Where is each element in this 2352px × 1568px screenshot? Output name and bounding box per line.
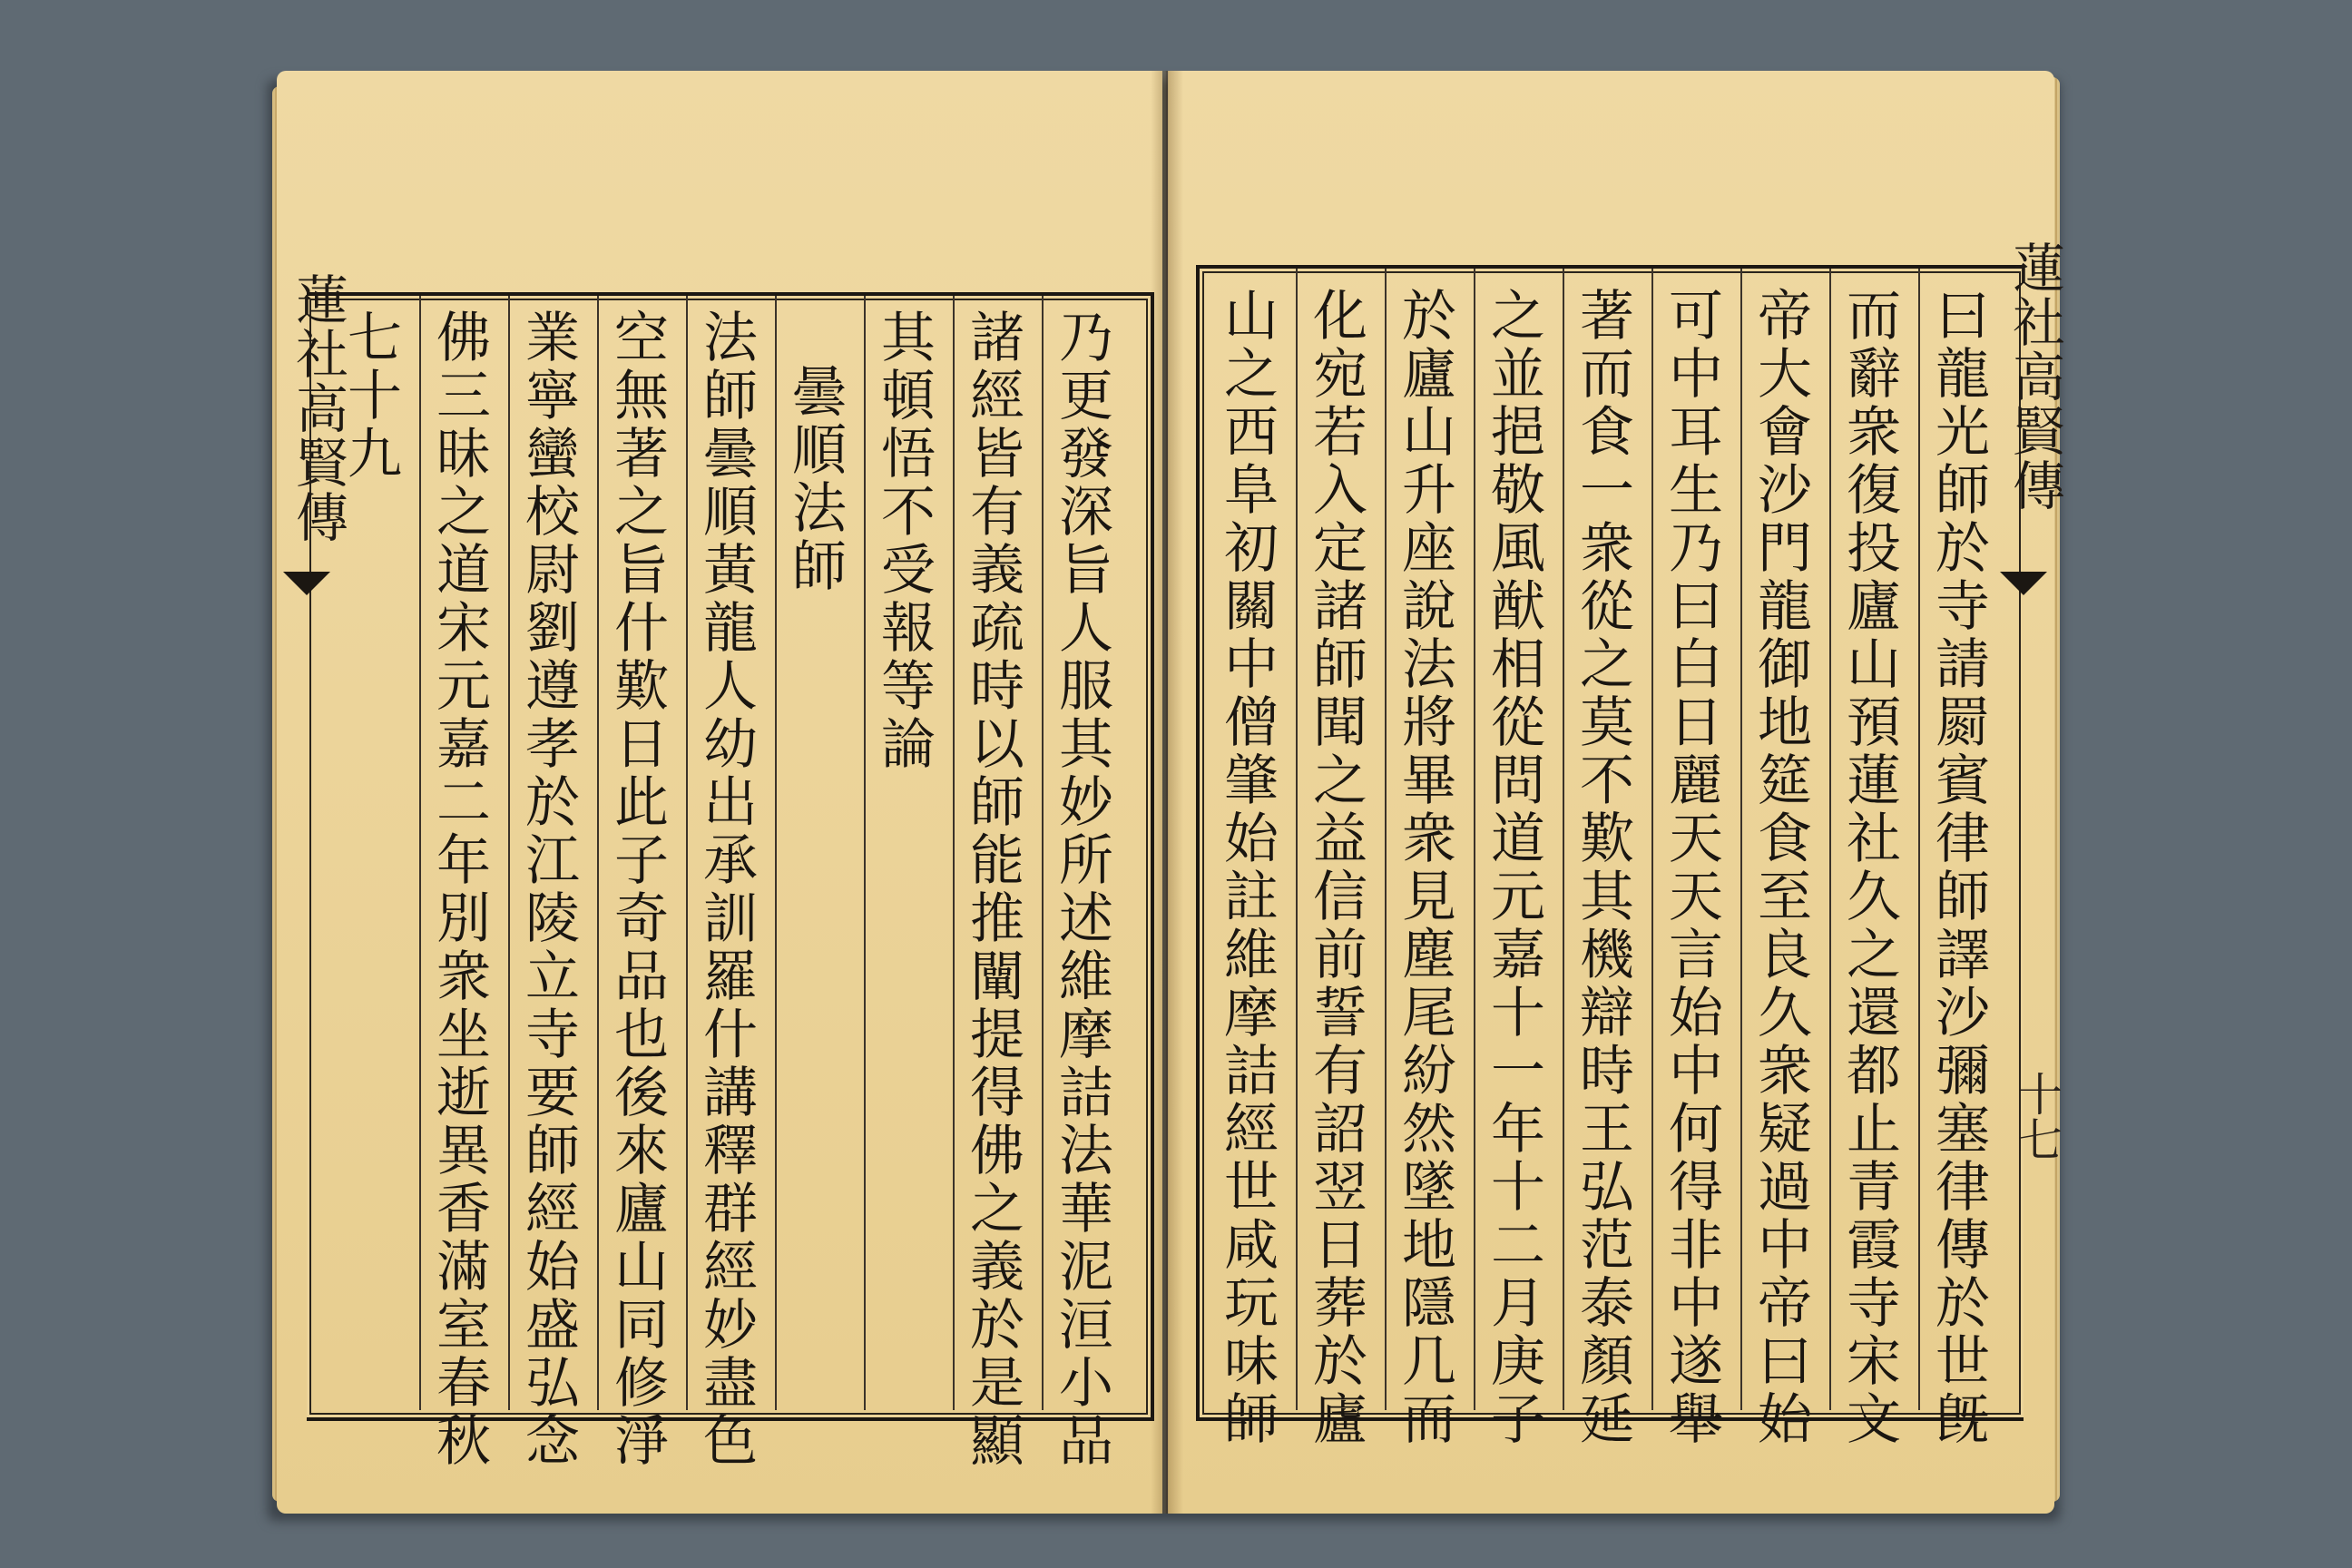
left-column-3: 其頓悟不受報等論: [872, 309, 936, 773]
right-rule-2: [1829, 269, 1831, 1410]
left-rule-5: [686, 296, 688, 1410]
left-column-9: 七十九: [338, 309, 402, 483]
right-column-2: 而辭衆復投廬山預蓮社久之還都止青霞寺宋文: [1838, 287, 1901, 1448]
left-column-7: 業寧蠻校尉劉遵孝於江陵立寺要師經始盛弘念: [516, 309, 580, 1470]
left-column-8: 佛三昧之道宋元嘉二年別衆坐逝異香滿室春秋: [427, 309, 491, 1470]
right-column-1: 曰龍光師於寺請罽賓律師譯沙彌塞律傳於世旣: [1926, 287, 1990, 1448]
left-column-6: 空無著之旨什歎日此子奇品也後來廬山同修淨: [605, 309, 669, 1470]
left-rule-8: [419, 296, 421, 1410]
left-rule-3: [864, 296, 866, 1410]
right-column-7: 於廬山升座說法將畢衆見塵尾紛然墜地隱几而: [1393, 287, 1456, 1448]
right-rule-5: [1563, 269, 1564, 1410]
right-column-5: 著而食一衆從之莫不歎其機辯時王弘范泰顏延: [1571, 287, 1634, 1448]
right-column-6: 之並挹敬風猷相從問道元嘉十一年十二月庚子: [1482, 287, 1545, 1448]
left-column-2: 諸經皆有義疏時以師能推闡提得佛之義於是顯: [961, 309, 1024, 1470]
right-column-8: 化宛若入定諸師聞之益信前誓有詔翌日葬於廬: [1304, 287, 1367, 1448]
left-rule-6: [597, 296, 599, 1410]
left-rule-2: [953, 296, 955, 1410]
right-rule-6: [1474, 269, 1475, 1410]
right-rule-1: [1918, 269, 1920, 1410]
right-rule-4: [1651, 269, 1653, 1410]
left-margin-title: 蓮社高賢傳: [287, 272, 348, 544]
right-column-9: 山之西阜初關中僧肇始註維摩詰經世咸玩味師: [1215, 287, 1279, 1448]
right-rule-8: [1296, 269, 1298, 1410]
right-rule-7: [1385, 269, 1387, 1410]
left-column-1: 乃更發深旨人服其妙所述維摩詰法華泥洹小品: [1050, 309, 1113, 1470]
right-column-3: 帝大會沙門龍御地筵食至良久衆疑過中帝曰始: [1749, 287, 1812, 1448]
left-fishtail-mark: [283, 572, 330, 595]
left-column-5: 法師曇順黃龍人幼出承訓羅什講釋群經妙盡色: [694, 309, 758, 1470]
left-rule-7: [508, 296, 510, 1410]
right-margin-title: 蓮社高賢傳: [2004, 240, 2065, 513]
right-column-4: 可中耳生乃曰白日麗天天言始中何得非中遂舉: [1660, 287, 1723, 1448]
right-fishtail-mark: [2000, 572, 2047, 595]
left-rule-1: [1042, 296, 1044, 1410]
left-rule-4: [775, 296, 777, 1410]
book-gutter: [1151, 71, 1183, 1514]
right-rule-3: [1740, 269, 1742, 1410]
right-folio-number: 十七: [2010, 1071, 2063, 1161]
left-column-4-heading: 曇順法師: [783, 363, 847, 595]
